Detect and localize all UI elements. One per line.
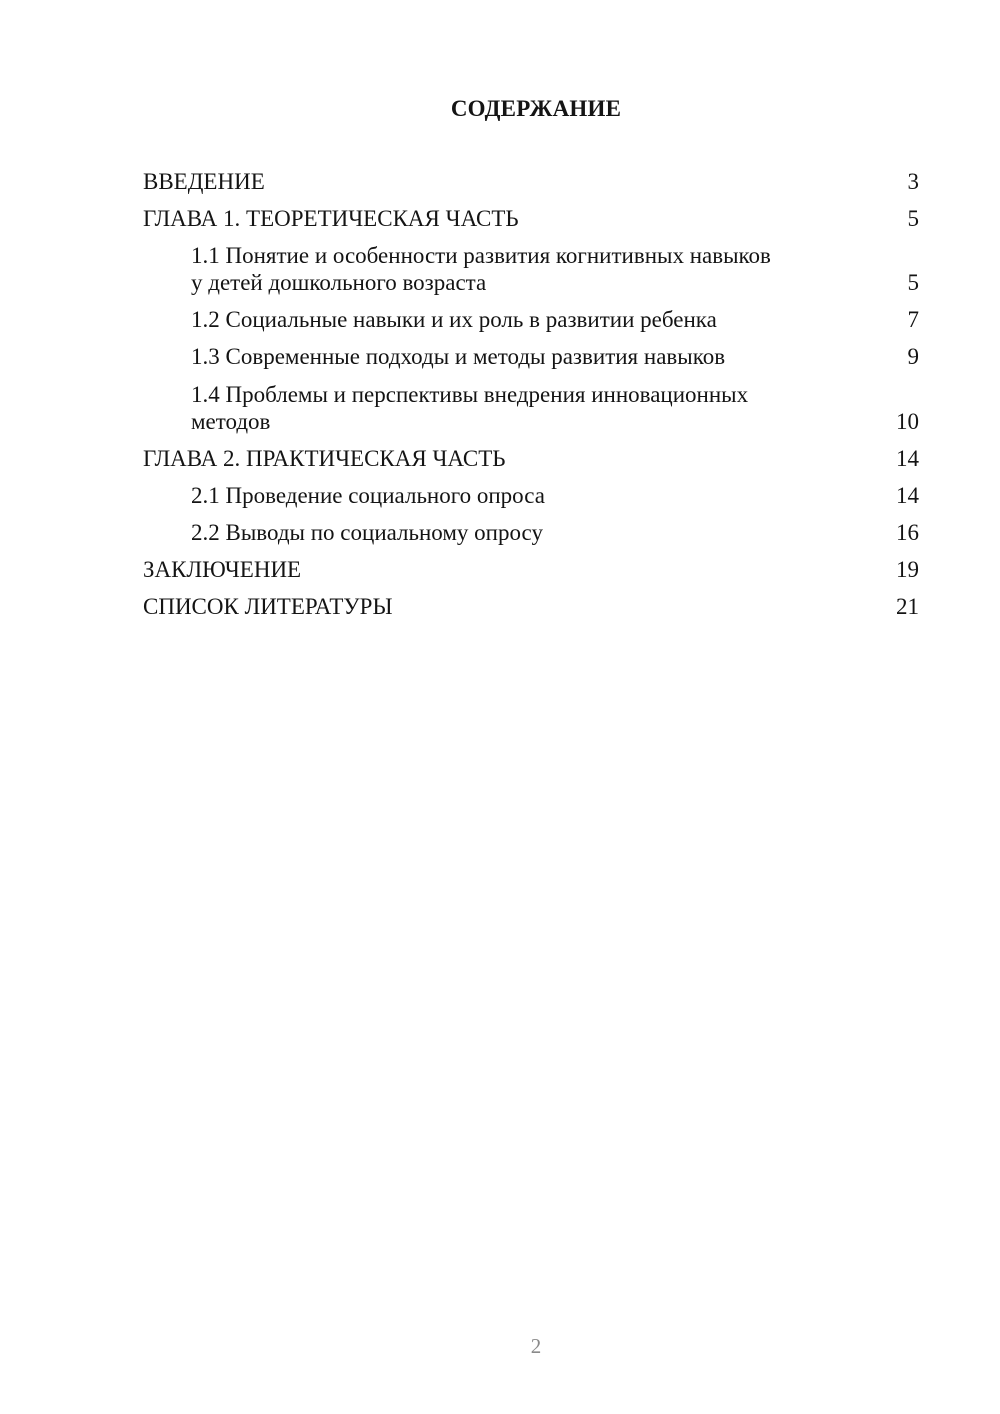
toc-entry-section-1-1[interactable] — [143, 242, 919, 296]
toc-entry-page: 19 — [896, 557, 919, 582]
toc-entry-page: 16 — [896, 520, 919, 545]
toc-entry-label: 1.2 Социальные навыки и их роль в развитии ребенка — [191, 307, 717, 332]
page-number: 2 — [530, 1334, 542, 1358]
toc-entry-section-2-2[interactable] — [143, 519, 919, 546]
toc-entry-introduction[interactable] — [143, 168, 919, 195]
toc-entry-label: 1.3 Современные подходы и методы развития навыков — [191, 344, 726, 369]
toc-entry-label: 2.2 Выводы по социальному опросу — [191, 520, 543, 545]
toc-entry-label-line-2: методов — [191, 409, 271, 434]
toc-entry-page: 5 — [907, 206, 919, 231]
toc-entry-page: 10 — [896, 409, 919, 434]
toc-entry-label: ВВЕДЕНИЕ — [143, 169, 265, 194]
toc-entry-label: 2.1 Проведение социального опроса — [191, 483, 545, 508]
toc-entry-conclusion[interactable] — [143, 556, 919, 583]
toc-entry-bibliography[interactable] — [143, 593, 919, 620]
toc-heading: СОДЕРЖАНИЕ — [450, 96, 622, 121]
toc-entry-page: 7 — [907, 307, 919, 332]
toc-entry-label: ЗАКЛЮЧЕНИЕ — [143, 557, 302, 582]
toc-entry-label: ГЛАВА 1. ТЕОРЕТИЧЕСКАЯ ЧАСТЬ — [143, 206, 519, 231]
toc-entry-label-line-1: 1.4 Проблемы и перспективы внедрения инновационных — [191, 382, 749, 407]
toc-entry-page: 3 — [907, 169, 919, 194]
toc-entry-section-1-4[interactable] — [143, 381, 919, 435]
toc-entry-chapter-2[interactable] — [143, 445, 919, 472]
toc-entry-label: СПИСОК ЛИТЕРАТУРЫ — [143, 594, 393, 619]
toc-entry-page: 21 — [896, 594, 919, 619]
toc-entry-label-line-2: у детей дошкольного возраста — [191, 270, 487, 295]
toc-entry-page: 14 — [896, 483, 919, 508]
table-of-contents — [143, 168, 919, 620]
toc-entry-section-1-3[interactable] — [143, 343, 919, 370]
toc-entry-page: 9 — [907, 344, 919, 369]
toc-entry-section-1-2[interactable] — [143, 306, 919, 333]
toc-entry-section-2-1[interactable] — [143, 482, 919, 509]
toc-entry-page: 14 — [896, 446, 919, 471]
toc-entry-page: 5 — [907, 270, 919, 295]
toc-entry-chapter-1[interactable] — [143, 205, 919, 232]
toc-entry-label: ГЛАВА 2. ПРАКТИЧЕСКАЯ ЧАСТЬ — [143, 446, 506, 471]
toc-entry-label-line-1: 1.1 Понятие и особенности развития когнитивных навыков — [191, 243, 771, 268]
